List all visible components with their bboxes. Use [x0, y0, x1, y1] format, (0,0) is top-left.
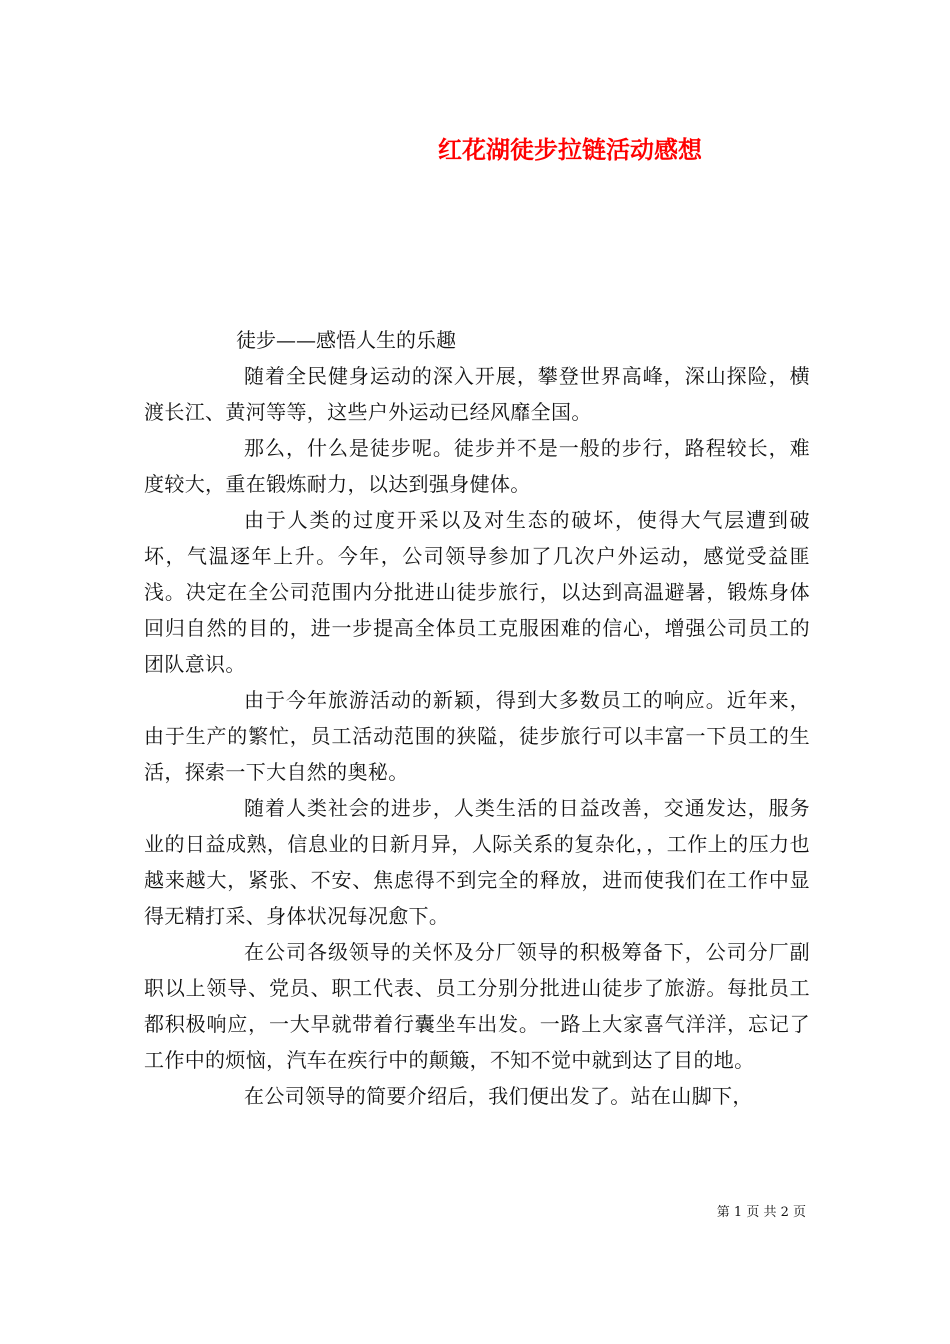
- document-body: [144, 322, 810, 1114]
- paragraph-7: 在公司领导的简要介绍后，我们便出发了。站在山脚下，: [244, 1084, 753, 1108]
- paragraph-4: 由于今年旅游活动的新颖，得到大多数员工的响应。近年来，由于生产的繁忙，员工活动范围的狭隘，徒步旅行可以丰富一下员工的生活，探索一下大自然的奥秘。: [144, 688, 810, 784]
- paragraph-1: 随着全民健身运动的深入开展，攀登世界高峰，深山探险，横渡长江、黄河等等，这些户外运动已经风靡全国。: [144, 364, 810, 424]
- document-subtitle: 徒步——感悟人生的乐趣: [236, 328, 456, 352]
- paragraph-2: 那么，什么是徒步呢。徒步并不是一般的步行，路程较长，难度较大，重在锻炼耐力，以达到强身健体。: [144, 436, 810, 496]
- paragraph-3: 由于人类的过度开采以及对生态的破坏，使得大气层遭到破坏，气温逐年上升。今年，公司领导参加了几次户外运动，感觉受益匪浅。决定在全公司范围内分批进山徒步旅行，以达到高温避暑，锻炼身体回归自然的目的，进一步提高全体员工克服困难的信心，增强公司员工的团队意识。: [144, 508, 810, 676]
- document-title: 红花湖徒步拉链活动感想: [438, 135, 702, 164]
- page-number: 第 1 页 共 2 页: [716, 1205, 806, 1220]
- paragraph-5: 随着人类社会的进步，人类生活的日益改善，交通发达，服务业的日益成熟，信息业的日新月异，人际关系的复杂化，，工作上的压力也越来越大，紧张、不安、焦虑得不到完全的释放，进而使我们在工作中显得无精打采、身体状况每况愈下。: [144, 796, 810, 928]
- paragraph-6: 在公司各级领导的关怀及分厂领导的积极筹备下，公司分厂副职以上领导、党员、职工代表、员工分别分批进山徒步了旅游。每批员工都积极响应，一大早就带着行囊坐车出发。一路上大家喜气洋洋，忘记了工作中的烦恼，汽车在疾行中的颠簸，不知不觉中就到达了目的地。: [144, 940, 810, 1072]
